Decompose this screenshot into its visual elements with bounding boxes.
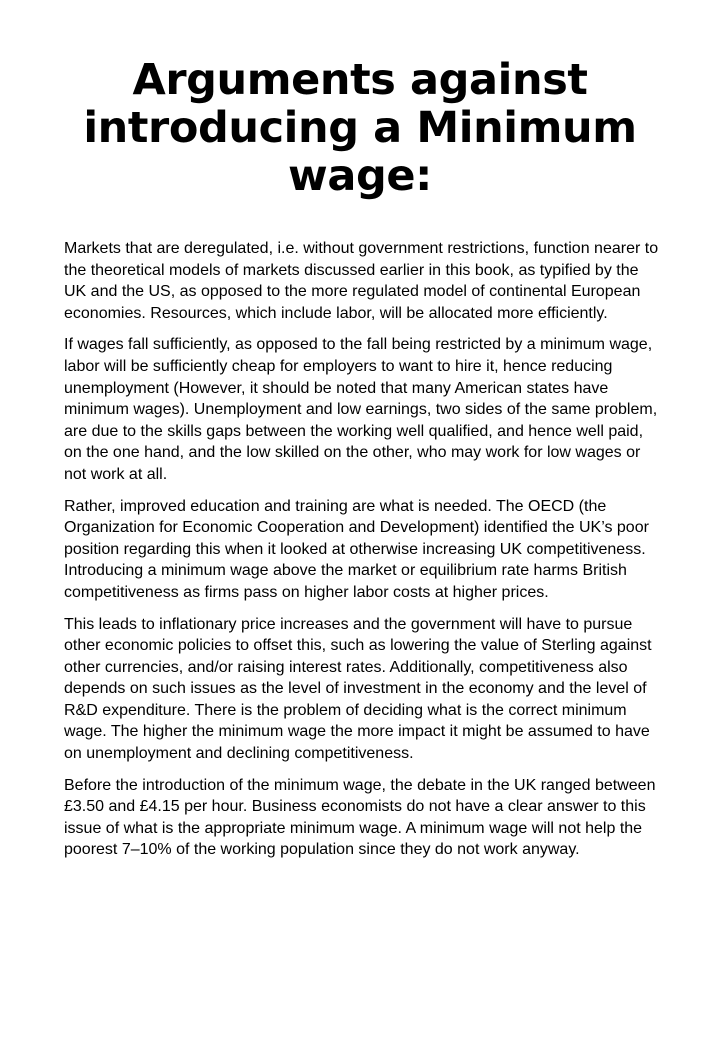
paragraph-inflation: This leads to inflationary price increases and the government will have to pursue other economic policies to offset this, such as lowering the value of Sterling against other currencies, and/or raising interest rates. Additionally, competitiveness also depends on such issues as the level of investment in the economy and the level of R&D expenditure. There is the problem of deciding what is the correct minimum wage. The higher the minimum wage the more impact it might be assumed to have on unemployment and declining competitiveness.: [64, 615, 652, 763]
page-title: Arguments against introducing a Minimum wage:: [83, 55, 637, 201]
paragraph-wages-unemployment: If wages fall sufficiently, as opposed to the fall being restricted by a minimum wage, labor will be sufficiently cheap for employers to want to hire it, hence reducing unemployment (However, it should be noted that many American states have minimum wages). Unemployment and low earnings, two sides of the same problem, are due to the skills gaps between the working well qualified, and hence well paid, on the one hand, and the low skilled on the other, who may work for low wages or not work at all.: [64, 336, 658, 483]
paragraph-deregulated-markets: Markets that are deregulated, i.e. without government restrictions, function nearer to the theoretical models of markets discussed earlier in this book, as typified by the UK and the US, as opposed to the more regulated model of continental European economies. Resources, which include labor, will be allocated more efficiently.: [64, 240, 659, 322]
paragraph-uk-debate: Before the introduction of the minimum wage, the debate in the UK ranged between £3.50 and £4.15 per hour. Business economists do not have a clear answer to this issue of what is the appropriate minimum wage. A minimum wage will not help the poorest 7–10% of the working population since they do not work anyway.: [64, 776, 656, 859]
body-text: [64, 238, 660, 871]
paragraph-education-training: Rather, improved education and training are what is needed. The OECD (the Organization for Economic Cooperation and Development) identified the UK’s poor position regarding this when it looked at otherwise increasing UK competitiveness. Introducing a minimum wage above the market or equilibrium rate harms British competitiveness as firms pass on higher labor costs at higher prices.: [64, 497, 649, 601]
